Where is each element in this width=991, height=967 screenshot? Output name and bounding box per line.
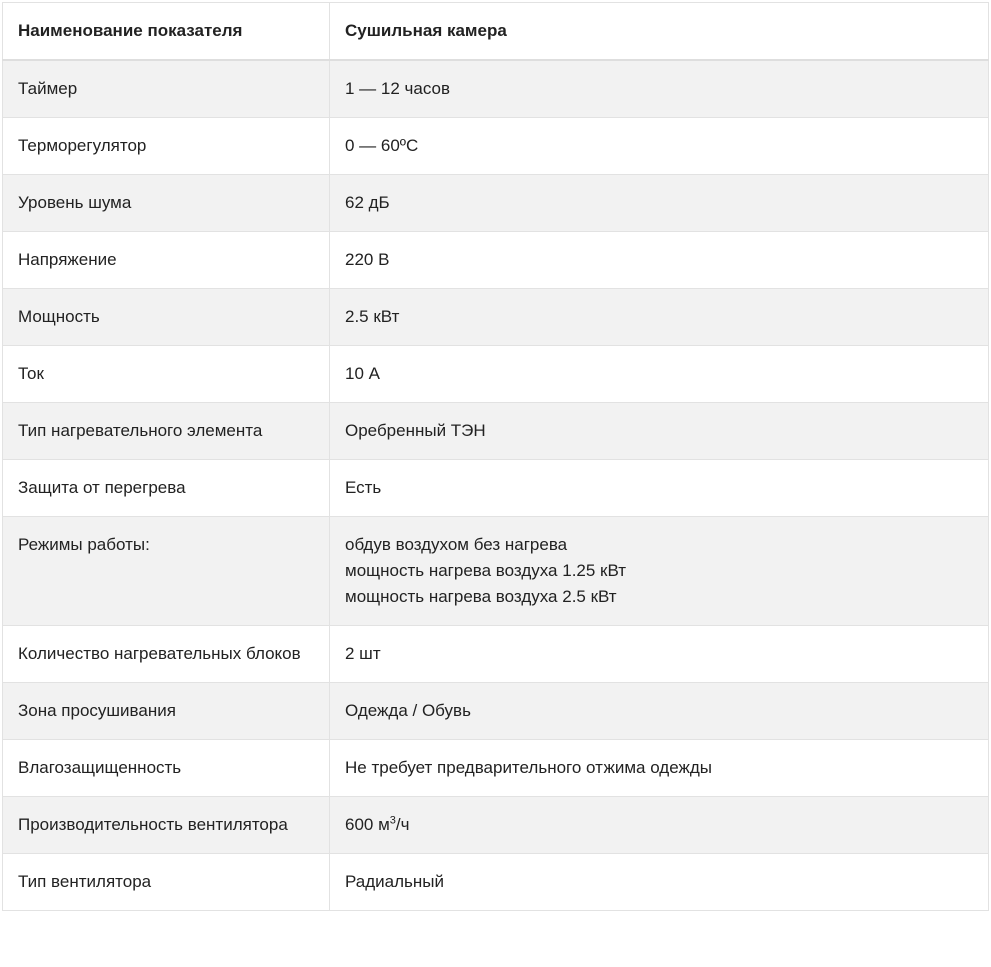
row-value: 10 А <box>330 346 989 403</box>
header-parameter-name: Наименование показателя <box>3 3 330 61</box>
row-label: Таймер <box>3 60 330 118</box>
row-value <box>330 797 989 854</box>
table-row <box>3 460 989 517</box>
mode-line: обдув воздухом без нагрева <box>345 535 568 554</box>
row-value: 0 — 60ºС <box>330 118 989 175</box>
row-value <box>330 517 989 626</box>
row-value: Одежда / Обувь <box>330 683 989 740</box>
row-label: Количество нагревательных блоков <box>3 626 330 683</box>
spec-table <box>2 2 989 911</box>
row-label: Ток <box>3 346 330 403</box>
row-label: Мощность <box>3 289 330 346</box>
value-main: 600 м <box>345 815 390 834</box>
table-row <box>3 683 989 740</box>
table-row <box>3 60 989 118</box>
table-row <box>3 517 989 626</box>
row-value: 2.5 кВт <box>330 289 989 346</box>
table-row <box>3 289 989 346</box>
row-label: Тип вентилятора <box>3 854 330 911</box>
row-label: Уровень шума <box>3 175 330 232</box>
row-label: Терморегулятор <box>3 118 330 175</box>
row-label: Режимы работы: <box>3 517 330 626</box>
row-value: 62 дБ <box>330 175 989 232</box>
table-row <box>3 346 989 403</box>
superscript-cube: 3 <box>389 814 396 827</box>
mode-line: мощность нагрева воздуха 2.5 кВт <box>345 587 617 606</box>
value-unit: /ч <box>395 815 410 834</box>
row-value: 1 — 12 часов <box>330 60 989 118</box>
table-row <box>3 232 989 289</box>
row-value: Оребренный ТЭН <box>330 403 989 460</box>
row-label: Защита от перегрева <box>3 460 330 517</box>
table-row <box>3 854 989 911</box>
row-label: Производительность вентилятора <box>3 797 330 854</box>
row-label: Тип нагревательного элемента <box>3 403 330 460</box>
row-value: Есть <box>330 460 989 517</box>
mode-line: мощность нагрева воздуха 1.25 кВт <box>345 561 627 580</box>
row-value: Не требует предварительного отжима одежды <box>330 740 989 797</box>
table-row <box>3 797 989 854</box>
row-value: Радиальный <box>330 854 989 911</box>
table-row <box>3 740 989 797</box>
row-value: 220 В <box>330 232 989 289</box>
table-row <box>3 626 989 683</box>
table-row <box>3 175 989 232</box>
row-value: 2 шт <box>330 626 989 683</box>
table-row <box>3 118 989 175</box>
table-row <box>3 403 989 460</box>
row-label: Напряжение <box>3 232 330 289</box>
header-dryer-chamber: Сушильная камера <box>330 3 989 61</box>
row-label: Влагозащищенность <box>3 740 330 797</box>
row-label: Зона просушивания <box>3 683 330 740</box>
table-header-row <box>3 3 989 61</box>
